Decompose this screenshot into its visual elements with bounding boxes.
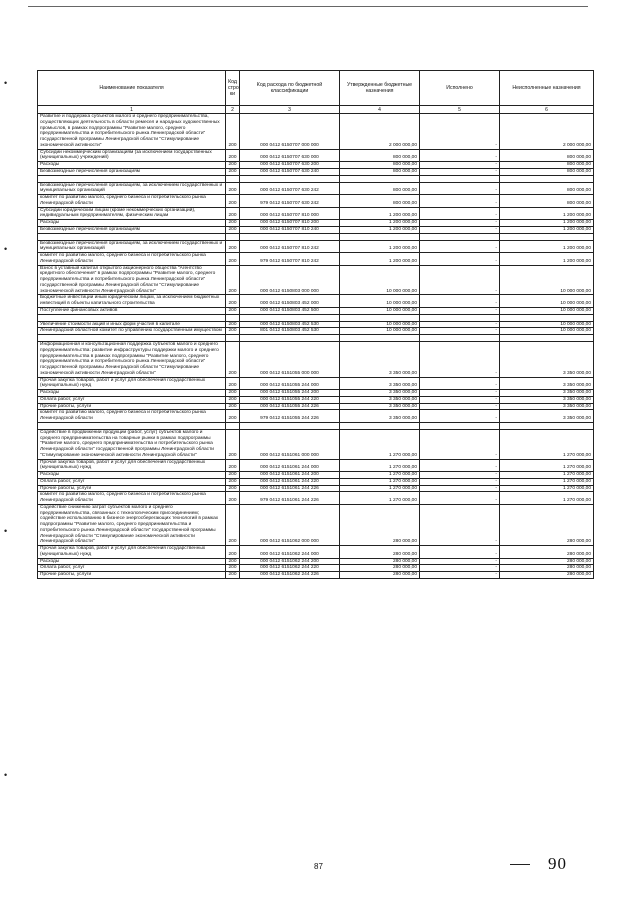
row-approved-amount: 1 270 000,00 [340, 459, 420, 472]
row-name: Расходы [38, 390, 226, 397]
spacer-cell [38, 422, 226, 429]
spacer-cell [340, 335, 420, 342]
table-header-row [38, 71, 594, 106]
row-unexecuted-amount: 3 350 000,00 [500, 342, 594, 378]
row-executed: - [420, 265, 500, 295]
spacer-cell [240, 422, 340, 429]
row-budget-code: 000 0412 6151061 244 220 [240, 478, 340, 485]
row-line-code: 200 [226, 390, 240, 397]
row-unexecuted-amount: 800 000,00 [500, 149, 594, 162]
budget-execution-table [37, 70, 594, 579]
row-budget-code: 000 0412 6151061 244 000 [240, 459, 340, 472]
table-row [38, 429, 594, 459]
table-row [38, 182, 594, 195]
row-line-code: 200 [226, 403, 240, 410]
row-approved-amount: 3 350 000,00 [340, 403, 420, 410]
row-approved-amount: 280 000,00 [340, 572, 420, 579]
row-name: Оплата работ, услуг [38, 565, 226, 572]
row-name: Расходы [38, 162, 226, 169]
row-approved-amount: 1 270 000,00 [340, 478, 420, 485]
row-line-code: 200 [226, 149, 240, 162]
table-row [38, 220, 594, 227]
row-unexecuted-amount: 1 270 000,00 [500, 472, 594, 479]
row-line-code: 200 [226, 328, 240, 335]
spacer-cell [240, 175, 340, 182]
spacer-cell [500, 175, 594, 182]
table-row [38, 265, 594, 295]
row-line-code: 200 [226, 253, 240, 266]
row-line-code: 200 [226, 295, 240, 308]
row-approved-amount: 1 200 000,00 [340, 240, 420, 253]
spacer-cell [226, 314, 240, 321]
table-row [38, 168, 594, 175]
row-line-code: 200 [226, 472, 240, 479]
spacer-cell [340, 175, 420, 182]
row-name: комитет по развитию малого, среднего бизнеса и потребительского рынка Ленинградской области [38, 410, 226, 423]
row-name: Прочая закупка товаров, работ и услуг для обеспечения государственных (муниципальных) нужд [38, 377, 226, 390]
row-line-code: 200 [226, 565, 240, 572]
row-name: комитет по развитию малого, среднего бизнеса и потребительского рынка Ленинградской области [38, 492, 226, 505]
row-unexecuted-amount: 10 000 000,00 [500, 328, 594, 335]
row-approved-amount: 280 000,00 [340, 565, 420, 572]
col-header-approved: Утвержденные бюджетные назначения [340, 71, 420, 106]
row-line-code: 200 [226, 207, 240, 220]
row-line-code: 200 [226, 114, 240, 150]
row-line-code: 200 [226, 459, 240, 472]
row-approved-amount: 280 000,00 [340, 546, 420, 559]
table-row [38, 162, 594, 169]
row-name: Безвозмездные перечисления организациям, за исключением государственных и муниципальных организаций [38, 182, 226, 195]
row-line-code: 200 [226, 492, 240, 505]
row-executed: - [420, 572, 500, 579]
row-approved-amount: 280 000,00 [340, 558, 420, 565]
row-executed: - [420, 195, 500, 208]
row-name: Расходы [38, 472, 226, 479]
margin-mark: • [4, 526, 8, 536]
spacer-cell [240, 335, 340, 342]
spacer-cell [240, 314, 340, 321]
row-budget-code: 000 0412 6151062 244 200 [240, 558, 340, 565]
row-line-code: 200 [226, 546, 240, 559]
row-name: Расходы [38, 558, 226, 565]
row-line-code: 200 [226, 377, 240, 390]
row-name: Прочие работы, услуги [38, 572, 226, 579]
row-unexecuted-amount: 3 350 000,00 [500, 410, 594, 423]
row-name: Развитие и поддержка субъектов малого и среднего предпринимательства, осуществляющих деятельность в области ремесел и народных художественных промыслов, в рамках подпрограммы "Развитие малого, среднего предпринимательства и потребительского рынка Ленинградской области" государственной программы Ленинградской области "Стимулирование экономической активности" [38, 114, 226, 150]
row-budget-code: 000 0412 6150803 452 530 [240, 321, 340, 328]
spacer-cell [38, 314, 226, 321]
col-num: 3 [240, 106, 340, 114]
row-executed: - [420, 307, 500, 314]
row-executed: - [420, 226, 500, 233]
row-approved-amount: 1 200 000,00 [340, 220, 420, 227]
spacer-cell [500, 422, 594, 429]
row-approved-amount: 10 000 000,00 [340, 321, 420, 328]
row-name: Взнос в уставный капитал открытого акционерного общества "Агентство кредитного обеспечения" в рамках подпрограммы "Развитие малого, среднего предпринимательства и потребительского рынка Ленинградской области" государственной программы Ленинградской области "Стимулирование экономической активности Ленинградской области" [38, 265, 226, 295]
col-header-executed: Исполнено [420, 71, 500, 106]
row-executed: - [420, 168, 500, 175]
row-name: Расходы [38, 220, 226, 227]
row-name: Оплата работ, услуг [38, 396, 226, 403]
row-name: Прочая закупка товаров, работ и услуг для обеспечения государственных (муниципальных) нужд [38, 459, 226, 472]
row-name: Безвозмездные перечисления организациям [38, 226, 226, 233]
row-executed: - [420, 295, 500, 308]
spacer-row [38, 422, 594, 429]
row-line-code: 200 [226, 240, 240, 253]
table-row [38, 226, 594, 233]
row-unexecuted-amount: 800 000,00 [500, 182, 594, 195]
row-unexecuted-amount: 10 000 000,00 [500, 321, 594, 328]
row-budget-code: 000 0412 6151055 244 200 [240, 390, 340, 397]
spacer-cell [500, 233, 594, 240]
spacer-cell [420, 335, 500, 342]
row-name: Субсидии некоммерческим организациям (за исключением государственных (муниципальных) учреждений) [38, 149, 226, 162]
row-unexecuted-amount: 3 350 000,00 [500, 377, 594, 390]
row-executed: - [420, 396, 500, 403]
row-unexecuted-amount: 1 200 000,00 [500, 207, 594, 220]
row-approved-amount: 10 000 000,00 [340, 295, 420, 308]
row-unexecuted-amount: 10 000 000,00 [500, 295, 594, 308]
row-executed: - [420, 492, 500, 505]
table-row [38, 410, 594, 423]
table-row [38, 114, 594, 150]
row-budget-code: 000 0412 6151061 000 000 [240, 429, 340, 459]
row-approved-amount: 1 200 000,00 [340, 207, 420, 220]
row-budget-code: 000 0412 6151062 244 000 [240, 546, 340, 559]
row-budget-code: 000 0412 6151055 244 000 [240, 377, 340, 390]
handwritten-sheet-number: 90 [548, 854, 567, 873]
row-budget-code: 000 0412 6151055 244 226 [240, 403, 340, 410]
row-name: Информационная и консультационная поддержка субъектов малого и среднего предпринимательства: развитие инфраструктуры поддержки малого и среднего предпринимательства в рамках подпрограммы "Развитие малого, среднего предпринимательства и потребительского рынка Ленинградской области" государственной программы Ленинградской области "Стимулирование экономической активности Ленинградской области" [38, 342, 226, 378]
col-num: 6 [500, 106, 594, 114]
row-approved-amount: 280 000,00 [340, 504, 420, 545]
row-approved-amount: 800 000,00 [340, 182, 420, 195]
spacer-cell [38, 233, 226, 240]
row-budget-code: 000 0412 6151062 244 226 [240, 572, 340, 579]
row-executed: - [420, 207, 500, 220]
row-executed: - [420, 410, 500, 423]
margin-mark: • [4, 770, 8, 780]
row-unexecuted-amount: 800 000,00 [500, 168, 594, 175]
row-line-code: 200 [226, 485, 240, 492]
table-row [38, 149, 594, 162]
row-budget-code: 979 0412 6150707 810 242 [240, 253, 340, 266]
row-line-code: 200 [226, 321, 240, 328]
row-name: Увеличение стоимости акций и иных форм участия в капитале [38, 321, 226, 328]
row-unexecuted-amount: 1 270 000,00 [500, 459, 594, 472]
row-unexecuted-amount: 2 000 000,00 [500, 114, 594, 150]
row-approved-amount: 10 000 000,00 [340, 265, 420, 295]
row-unexecuted-amount: 1 200 000,00 [500, 253, 594, 266]
row-name: Содействие снижению затрат субъектов малого и среднего предпринимательства, связанных с технологическим присоединением; содействие использованию в бизнесе энергосберегающих технологий в рамках подпрограммы "Развитие малого, среднего предпринимательства и потребительского рынка Ленинградской области" государственной программы Ленинградской области "Стимулирование экономической активности Ленинградской области" [38, 504, 226, 545]
row-approved-amount: 1 270 000,00 [340, 472, 420, 479]
column-number-row [38, 106, 594, 114]
row-line-code: 200 [226, 429, 240, 459]
row-budget-code: 801 0412 6150803 452 530 [240, 328, 340, 335]
row-executed: - [420, 182, 500, 195]
row-line-code: 200 [226, 410, 240, 423]
row-approved-amount: 3 350 000,00 [340, 396, 420, 403]
row-name: Безвозмездные перечисления организациям, за исключением государственных и муниципальных организаций [38, 240, 226, 253]
row-budget-code: 000 0412 6150707 630 000 [240, 149, 340, 162]
row-unexecuted-amount: 280 000,00 [500, 546, 594, 559]
row-line-code: 200 [226, 342, 240, 378]
row-line-code: 200 [226, 307, 240, 314]
row-executed: - [420, 478, 500, 485]
row-approved-amount: 3 350 000,00 [340, 342, 420, 378]
col-num: 2 [226, 106, 240, 114]
row-executed: - [420, 403, 500, 410]
row-unexecuted-amount: 280 000,00 [500, 558, 594, 565]
row-name: Оплата работ, услуг [38, 478, 226, 485]
spacer-cell [340, 233, 420, 240]
row-unexecuted-amount: 3 350 000,00 [500, 396, 594, 403]
row-budget-code: 000 0412 6150707 630 242 [240, 182, 340, 195]
row-unexecuted-amount: 280 000,00 [500, 504, 594, 545]
row-line-code: 200 [226, 162, 240, 169]
row-approved-amount: 3 350 000,00 [340, 377, 420, 390]
row-unexecuted-amount: 10 000 000,00 [500, 265, 594, 295]
spacer-cell [420, 233, 500, 240]
row-line-code: 200 [226, 168, 240, 175]
col-num: 1 [38, 106, 226, 114]
row-line-code: 200 [226, 265, 240, 295]
col-header-name: Наименование показателя [38, 71, 226, 106]
row-budget-code: 979 0412 6151055 244 226 [240, 410, 340, 423]
row-executed: - [420, 390, 500, 397]
col-num: 5 [420, 106, 500, 114]
table-row [38, 207, 594, 220]
row-name: комитет по развитию малого, среднего бизнеса и потребительского рынка Ленинградской области [38, 195, 226, 208]
spacer-row [38, 314, 594, 321]
table-row [38, 478, 594, 485]
row-name: Содействие в продвижении продукции (работ, услуг) субъектов малого и среднего предпринимательства на товарные рынки в рамках подпрограммы "Развитие малого, среднего предпринимательства и потребительского рынка Ленинградской области" государственной программы Ленинградской области "Стимулирование экономической активности Ленинградской области" [38, 429, 226, 459]
row-budget-code: 000 0412 6150707 810 242 [240, 240, 340, 253]
table-row [38, 403, 594, 410]
row-approved-amount: 1 270 000,00 [340, 485, 420, 492]
row-executed: - [420, 377, 500, 390]
table-row [38, 459, 594, 472]
row-executed: - [420, 220, 500, 227]
row-name: Ленинградский областной комитет по управлению государственным имуществом [38, 328, 226, 335]
spacer-cell [226, 335, 240, 342]
scan-top-border [28, 6, 588, 7]
table-row [38, 492, 594, 505]
row-line-code: 200 [226, 182, 240, 195]
row-budget-code: 000 0412 6150707 630 240 [240, 168, 340, 175]
row-line-code: 200 [226, 478, 240, 485]
spacer-cell [226, 233, 240, 240]
margin-mark: • [4, 78, 8, 88]
table-row [38, 558, 594, 565]
row-line-code: 200 [226, 396, 240, 403]
spacer-cell [340, 314, 420, 321]
spacer-cell [500, 335, 594, 342]
row-executed: - [420, 162, 500, 169]
row-executed: - [420, 429, 500, 459]
table-row [38, 240, 594, 253]
table-row [38, 195, 594, 208]
row-unexecuted-amount: 10 000 000,00 [500, 307, 594, 314]
row-approved-amount: 2 000 000,00 [340, 114, 420, 150]
row-unexecuted-amount: 1 270 000,00 [500, 429, 594, 459]
col-num: 4 [340, 106, 420, 114]
row-unexecuted-amount: 1 270 000,00 [500, 492, 594, 505]
row-approved-amount: 10 000 000,00 [340, 307, 420, 314]
table-row [38, 546, 594, 559]
row-budget-code: 000 0412 6150803 000 000 [240, 265, 340, 295]
row-executed: - [420, 321, 500, 328]
row-unexecuted-amount: 280 000,00 [500, 572, 594, 579]
spacer-cell [226, 175, 240, 182]
row-budget-code: 000 0412 6150707 810 240 [240, 226, 340, 233]
spacer-row [38, 335, 594, 342]
spacer-cell [500, 314, 594, 321]
row-name: Поступление финансовых активов [38, 307, 226, 314]
row-budget-code: 000 0412 6150803 452 500 [240, 307, 340, 314]
col-header-budget-code: Код расхода по бюджетной классификации [240, 71, 340, 106]
row-name: Бюджетные инвестиции иным юридическим лицам, за исключением бюджетных инвестиций в объекты капитального строительства [38, 295, 226, 308]
table-row [38, 565, 594, 572]
row-line-code: 200 [226, 220, 240, 227]
row-unexecuted-amount: 800 000,00 [500, 162, 594, 169]
row-executed: - [420, 459, 500, 472]
page-number: 87 [314, 862, 323, 871]
col-header-line-code: Код стро ки [226, 71, 240, 106]
spacer-row [38, 233, 594, 240]
table-row [38, 307, 594, 314]
row-executed: - [420, 342, 500, 378]
row-executed: - [420, 485, 500, 492]
table-row [38, 321, 594, 328]
table-row [38, 504, 594, 545]
spacer-cell [38, 175, 226, 182]
table-body [38, 114, 594, 579]
table-row [38, 328, 594, 335]
row-line-code: 200 [226, 226, 240, 233]
row-executed: - [420, 253, 500, 266]
row-unexecuted-amount: 800 000,00 [500, 195, 594, 208]
row-name: Субсидии юридическим лицам (кроме некоммерческих организаций), индивидуальным предпринимателям, физическим лицам [38, 207, 226, 220]
row-approved-amount: 800 000,00 [340, 195, 420, 208]
spacer-cell [340, 422, 420, 429]
spacer-cell [226, 422, 240, 429]
row-executed: - [420, 546, 500, 559]
row-name: Прочие работы, услуги [38, 403, 226, 410]
row-approved-amount: 800 000,00 [340, 162, 420, 169]
row-budget-code: 000 0412 6150707 630 200 [240, 162, 340, 169]
row-approved-amount: 10 000 000,00 [340, 328, 420, 335]
table-row [38, 253, 594, 266]
row-budget-code: 000 0412 6151055 244 220 [240, 396, 340, 403]
table-row [38, 572, 594, 579]
row-unexecuted-amount: 280 000,00 [500, 565, 594, 572]
row-unexecuted-amount: 3 350 000,00 [500, 403, 594, 410]
table-row [38, 485, 594, 492]
row-executed: - [420, 565, 500, 572]
row-unexecuted-amount: 1 200 000,00 [500, 220, 594, 227]
row-line-code: 200 [226, 195, 240, 208]
row-name: Прочие работы, услуги [38, 485, 226, 492]
row-unexecuted-amount: 1 270 000,00 [500, 478, 594, 485]
spacer-cell [38, 335, 226, 342]
row-budget-code: 979 0412 6150707 630 242 [240, 195, 340, 208]
table-row [38, 396, 594, 403]
row-line-code: 200 [226, 558, 240, 565]
col-header-unexecuted: Неисполненные назначения [500, 71, 594, 106]
table-row [38, 472, 594, 479]
row-executed: - [420, 472, 500, 479]
row-budget-code: 979 0412 6151061 244 226 [240, 492, 340, 505]
row-executed: - [420, 558, 500, 565]
spacer-cell [420, 422, 500, 429]
row-approved-amount: 1 270 000,00 [340, 492, 420, 505]
spacer-cell [420, 314, 500, 321]
row-approved-amount: 1 200 000,00 [340, 226, 420, 233]
row-approved-amount: 3 350 000,00 [340, 410, 420, 423]
row-budget-code: 000 0412 6150707 810 000 [240, 207, 340, 220]
table-row [38, 342, 594, 378]
table-row [38, 295, 594, 308]
row-approved-amount: 800 000,00 [340, 168, 420, 175]
row-unexecuted-amount: 3 350 000,00 [500, 390, 594, 397]
table-row [38, 390, 594, 397]
stamp-dash [510, 864, 530, 865]
row-budget-code: 000 0412 6151061 244 200 [240, 472, 340, 479]
table-row [38, 377, 594, 390]
row-approved-amount: 1 270 000,00 [340, 429, 420, 459]
row-line-code: 200 [226, 504, 240, 545]
row-unexecuted-amount: 1 200 000,00 [500, 226, 594, 233]
row-executed: - [420, 504, 500, 545]
row-unexecuted-amount: 1 200 000,00 [500, 240, 594, 253]
row-budget-code: 000 0412 6151055 000 000 [240, 342, 340, 378]
row-budget-code: 000 0412 6151061 244 226 [240, 485, 340, 492]
row-line-code: 200 [226, 572, 240, 579]
row-budget-code: 000 0412 6151062 000 000 [240, 504, 340, 545]
row-name: Прочая закупка товаров, работ и услуг для обеспечения государственных (муниципальных) нужд [38, 546, 226, 559]
row-executed: - [420, 328, 500, 335]
spacer-cell [420, 175, 500, 182]
row-approved-amount: 1 200 000,00 [340, 253, 420, 266]
spacer-row [38, 175, 594, 182]
row-budget-code: 000 0412 6150707 810 200 [240, 220, 340, 227]
row-approved-amount: 3 350 000,00 [340, 390, 420, 397]
spacer-cell [240, 233, 340, 240]
row-budget-code: 000 0412 6151062 244 220 [240, 565, 340, 572]
row-approved-amount: 800 000,00 [340, 149, 420, 162]
margin-mark: • [4, 244, 8, 254]
row-unexecuted-amount: 1 270 000,00 [500, 485, 594, 492]
row-name: комитет по развитию малого, среднего бизнеса и потребительского рынка Ленинградской области [38, 253, 226, 266]
row-budget-code: 000 0412 6150707 000 000 [240, 114, 340, 150]
row-name: Безвозмездные перечисления организациям [38, 168, 226, 175]
row-executed: - [420, 240, 500, 253]
row-budget-code: 000 0412 6150803 452 000 [240, 295, 340, 308]
row-executed: - [420, 114, 500, 150]
row-executed: - [420, 149, 500, 162]
